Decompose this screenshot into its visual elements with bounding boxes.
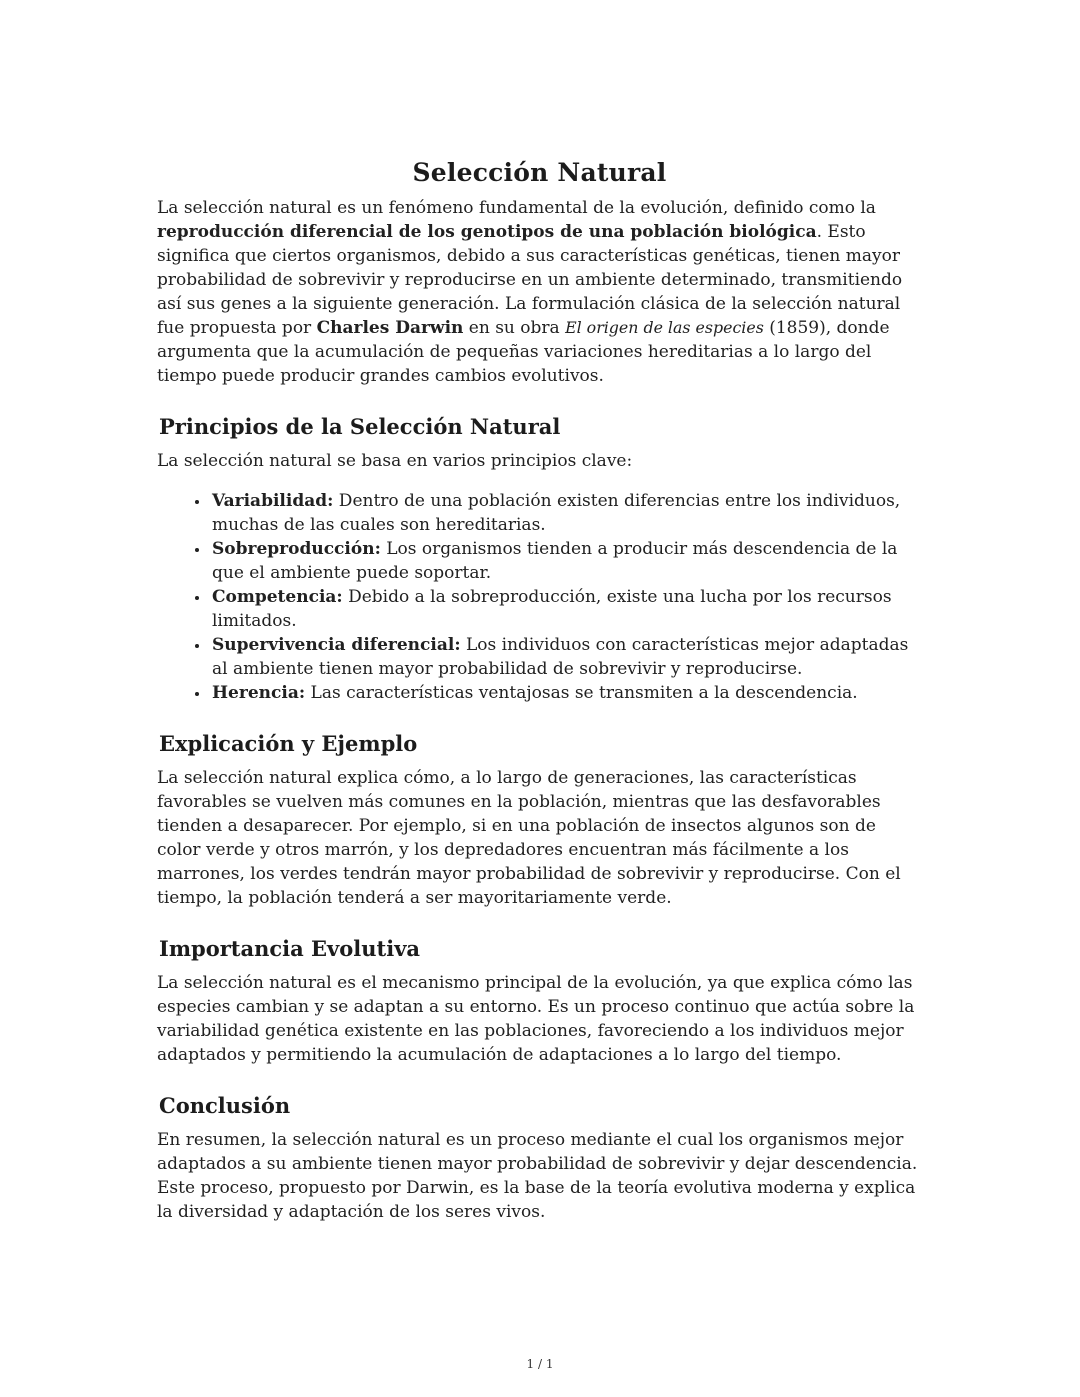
list-item-term: Competencia: <box>212 587 343 607</box>
list-item-supervivencia <box>210 633 922 681</box>
explanation-paragraph: La selección natural explica cómo, a lo largo de generaciones, las características favorables se vuelven más comunes en la población, mientras que las desfavorables tienden a desaparecer. Por ejemplo, si en una población de insectos algunos son de color verde y otros marrón, y los depredadores encuentran más fácilmente a los marrones, los verdes tendrán mayor probabilidad de sobrevivir y reproducirse. Con el tiempo, la población tenderá a ser mayoritariamente verde. <box>157 768 901 908</box>
list-item-text: Los individuos con características mejor adaptadas al ambiente tienen mayor probabilidad de sobrevivir y reproducirse. <box>212 635 909 679</box>
section-heading-importancia: Importancia Evolutiva <box>159 936 421 961</box>
list-item-text: Debido a la sobreproducción, existe una lucha por los recursos limitados. <box>212 587 892 631</box>
intro-paragraph <box>157 196 922 388</box>
importance-paragraph: La selección natural es el mecanismo principal de la evolución, ya que explica cómo las especies cambian y se adaptan a su entorno. Es un proceso continuo que actúa sobre la variabilidad genética existente en las poblaciones, favoreciendo a los individuos mejor adaptados y permitiendo la acumulación de adaptaciones a lo largo del tiempo. <box>157 973 915 1065</box>
text-run: La selección natural es un fenómeno fundamental de la evolución, definido como la <box>157 198 876 218</box>
list-item-text: Dentro de una población existen diferencias entre los individuos, muchas de las cuales son hereditarias. <box>212 491 901 535</box>
list-item-herencia <box>210 681 922 705</box>
page-number: 1 / 1 <box>526 1357 554 1371</box>
section-heading-explicacion: Explicación y Ejemplo <box>159 731 418 756</box>
list-item-term: Variabilidad: <box>212 491 334 511</box>
text-run: . Esto significa que ciertos organismos, debido a sus características genéticas, tienen mayor probabilidad de sobrevivir y reproducirse en un ambiente determinado, transmitiendo así sus genes a la siguiente generación. La formulación clásica de la selección natural fue propuesta por <box>157 222 903 338</box>
text-run: reproducción diferencial de los genotipos de una población biológica <box>157 222 817 242</box>
document-title: Selección Natural <box>412 158 667 187</box>
list-item-competencia <box>210 585 922 633</box>
list-item-term: Sobreproducción: <box>212 539 381 559</box>
section-heading-conclusion: Conclusión <box>159 1093 291 1118</box>
list-item-term: Herencia: <box>212 683 306 703</box>
conclusion-paragraph: En resumen, la selección natural es un proceso mediante el cual los organismos mejor adaptados a su ambiente tienen mayor probabilidad de sobrevivir y dejar descendencia. Este proceso, propuesto por Darwin, es la base de la teoría evolutiva moderna y explica la diversidad y adaptación de los seres vivos. <box>157 1130 918 1222</box>
principles-list <box>157 489 922 705</box>
list-item-variabilidad <box>210 489 922 537</box>
principles-lead-paragraph: La selección natural se basa en varios principios clave: <box>157 451 633 471</box>
text-run: Charles Darwin <box>316 318 464 338</box>
list-item-term: Supervivencia diferencial: <box>212 635 461 655</box>
list-item-sobreproduccion <box>210 537 922 585</box>
text-run: en su obra <box>463 318 566 338</box>
text-run: (1859), donde argumenta que la acumulación de pequeñas variaciones hereditarias a lo largo del tiempo puede producir grandes cambios evolutivos. <box>157 318 890 386</box>
list-item-text: Los organismos tienden a producir más descendencia de la que el ambiente puede soportar. <box>212 539 898 583</box>
section-heading-principios: Principios de la Selección Natural <box>159 414 561 439</box>
text-run: El origen de las especies <box>565 318 764 337</box>
list-item-text: Las características ventajosas se transmiten a la descendencia. <box>305 683 858 703</box>
